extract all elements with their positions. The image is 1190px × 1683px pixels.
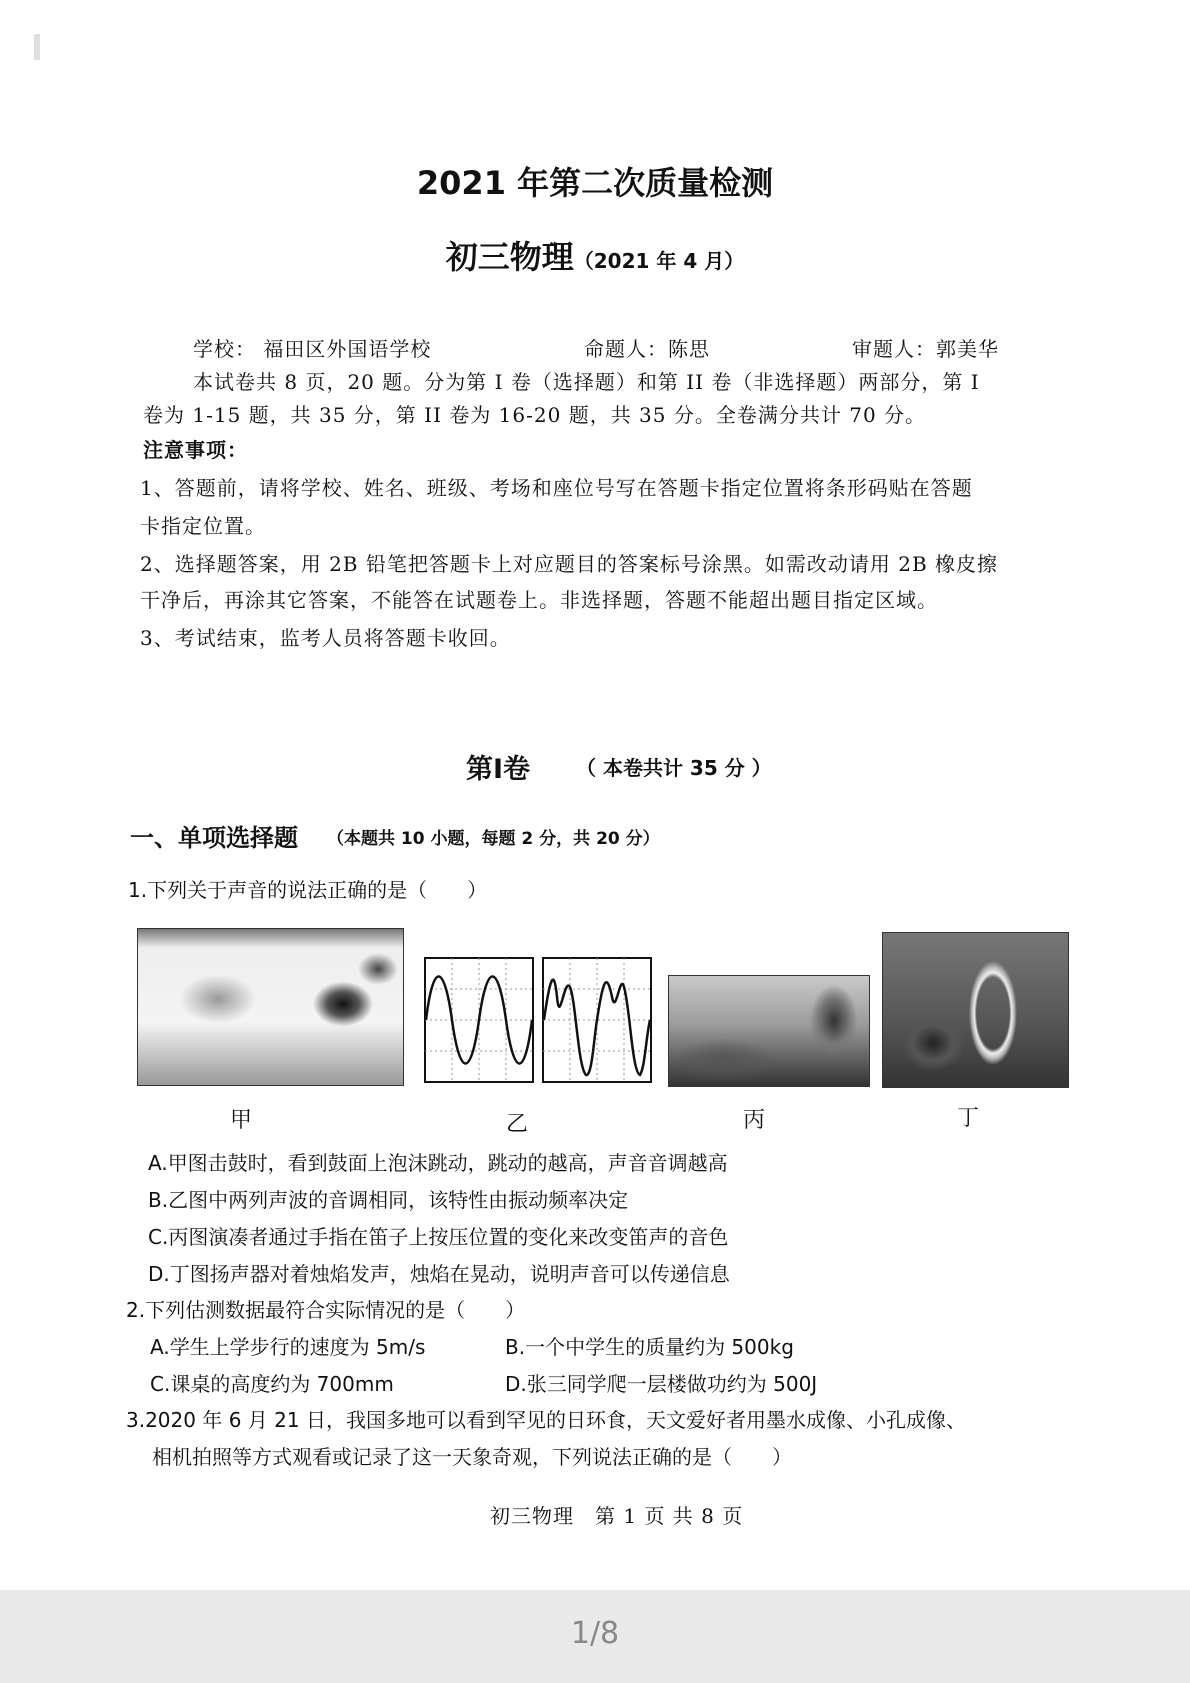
scan-artifact (34, 34, 40, 60)
sound-wave-chart-a (424, 957, 534, 1083)
figure-label-ding: 丁 (957, 1106, 980, 1131)
speaker-candle-photo (882, 932, 1069, 1088)
page-footer: 初三物理 第 1 页 共 8 页 (490, 1504, 744, 1528)
exam-date: （2021 年 4 月） (573, 249, 745, 273)
question-3-line-1: 3.2020 年 6 月 21 日，我国多地可以看到罕见的日环食，天文爱好者用墨水成像、小孔成像、 (126, 1408, 966, 1432)
page-indicator: 1/8 (570, 1616, 620, 1651)
part-title: 一、单项选择题 (130, 824, 298, 852)
reviewer-name: 审题人：郭美华 (852, 337, 999, 361)
question-1-stem: 1.下列关于声音的说法正确的是（ ） (128, 878, 488, 902)
sound-wave-chart-b (542, 957, 652, 1083)
question-1-option-b: B.乙图中两列声波的音调相同，该特性由振动频率决定 (148, 1188, 629, 1212)
note-2-line-2: 干净后，再涂其它答案，不能答在试题卷上。非选择题，答题不能超出题目指定区域。 (140, 588, 938, 612)
section-title: 第Ⅰ卷 (466, 754, 531, 785)
drum-foam-photo (137, 928, 404, 1086)
exam-title: 2021 年第二次质量检测 (416, 164, 774, 202)
note-1-line-2: 卡指定位置。 (140, 514, 266, 538)
question-1-option-d: D.丁图扬声器对着烛焰发声，烛焰在晃动，说明声音可以传递信息 (148, 1262, 730, 1286)
question-1-option-a: A.甲图击鼓时，看到鼓面上泡沫跳动，跳动的越高，声音音调越高 (148, 1151, 728, 1175)
note-1-line-1: 1、答题前，请将学校、姓名、班级、考场和座位号写在答题卡指定位置将条形码贴在答题 (140, 476, 973, 500)
question-2-option-d: D.张三同学爬一层楼做功约为 500J (505, 1372, 818, 1396)
note-2-line-1: 2、选择题答案，用 2B 铅笔把答题卡上对应题目的答案标号涂黑。如需改动请用 2B 橡皮擦 (140, 552, 998, 576)
intro-line-2: 卷为 1-15 题，共 35 分，第 II 卷为 16-20 题，共 35 分。全卷满分共计 70 分。 (143, 403, 927, 427)
subject-name: 初三物理 (445, 238, 574, 276)
notes-heading: 注意事项： (143, 438, 248, 462)
question-2-option-c: C.课桌的高度约为 700mm (150, 1372, 394, 1396)
figure-label-jia: 甲 (230, 1108, 253, 1133)
question-3-line-2: 相机拍照等方式观看或记录了这一天象奇观，下列说法正确的是（ ） (152, 1445, 792, 1469)
figure-label-yi: 乙 (506, 1112, 529, 1137)
part-description: （本题共 10 小题，每题 2 分，共 20 分） (327, 829, 660, 849)
figure-label-bing: 丙 (743, 1108, 766, 1133)
author-name: 命题人：陈思 (584, 337, 710, 361)
school-name: 学校： 福田区外国语学校 (193, 337, 432, 361)
question-2-option-a: A.学生上学步行的速度为 5m/s (150, 1335, 426, 1359)
intro-line-1: 本试卷共 8 页，20 题。分为第 I 卷（选择题）和第 II 卷（非选择题）两部分，第 I (193, 370, 980, 394)
exam-subject (0, 232, 1190, 278)
flute-player-photo (668, 975, 870, 1087)
note-3: 3、考试结束，监考人员将答题卡收回。 (140, 626, 511, 650)
question-1-option-c: C.丙图演凑者通过手指在笛子上按压位置的变化来改变笛声的音色 (148, 1225, 729, 1249)
question-2-option-b: B.一个中学生的质量约为 500kg (505, 1335, 794, 1359)
question-2-stem: 2.下列估测数据最符合实际情况的是（ ） (126, 1298, 526, 1322)
section-score: （ 本卷共计 35 分 ） (576, 756, 772, 780)
